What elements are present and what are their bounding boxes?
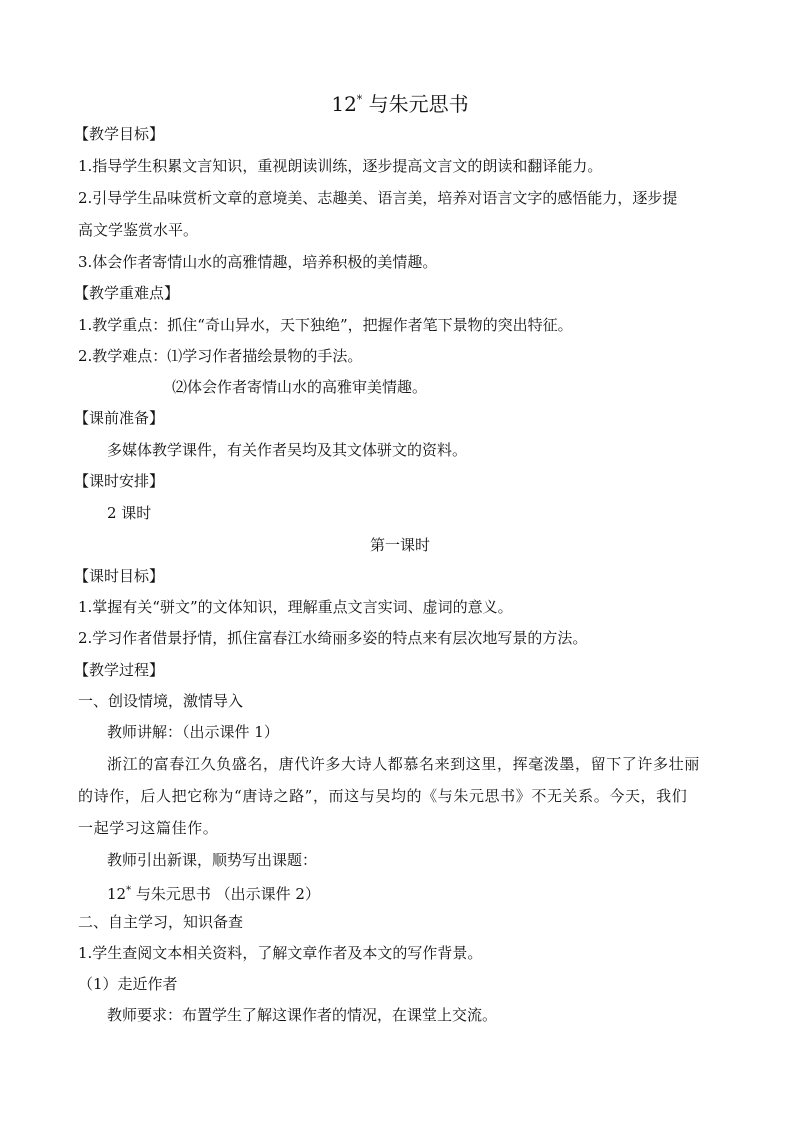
title-number: 12 [331,92,357,116]
lesson-goals-heading: 【课时目标】 [74,567,165,585]
key-point-2: 2.教学难点：⑴学习作者描绘景物的手法。 [78,347,363,365]
process-heading: 【教学过程】 [74,661,165,679]
page-title [0,87,800,117]
step-2-heading: 二、自主学习，知识备查 [78,913,244,931]
key-points-heading: 【教学重难点】 [74,284,180,302]
lesson-topic [107,881,320,904]
schedule-heading: 【课时安排】 [74,472,165,490]
intro-paragraph-line-2: 的诗作，后人把它称为“唐诗之路”，而这与吴均的《与朱元思书》不无关系。今天，我们 [78,787,688,805]
key-point-2b: ⑵体会作者寄情山水的高雅审美情趣。 [172,378,428,396]
teacher-lead: 教师引出新课，顺势写出课题： [107,851,318,869]
study-item-1: 1.学生查阅文本相关资料，了解文章作者及本文的写作背景。 [78,944,483,962]
lesson-goal-2: 2.学习作者借景抒情，抓住富春江水绮丽多姿的特点来有层次地写景的方法。 [78,629,588,647]
lesson-topic-text: 与朱元思书 （出示课件 2） [135,885,320,903]
goal-item-2-line-1: 2.引导学生品味赏析文章的意境美、志趣美、语言美，培养对语言文字的感悟能力，逐步提 [78,189,678,207]
lesson-topic-number: 12 [107,885,127,903]
title-text: 与朱元思书 [368,92,469,116]
lesson-title: 第一课时 [369,536,430,554]
teacher-requirement: 教师要求：布置学生了解这课作者的情况，在课堂上交流。 [107,1006,498,1024]
goal-item-3: 3.体会作者寄情山水的高雅情趣，培养积极的美情趣。 [78,253,438,271]
lesson-goal-1: 1.掌握有关“骈文”的文体知识，理解重点文言实词、虚词的意义。 [78,598,513,616]
step-1-heading: 一、创设情境，激情导入 [78,692,244,710]
schedule-text: 2 课时 [107,504,152,522]
key-point-1: 1.教学重点：抓住“奇山异水，天下独绝”，把握作者笔下景物的突出特征。 [78,316,573,334]
prep-heading: 【课前准备】 [74,409,165,427]
title-mark: * [356,93,363,106]
goals-heading: 【教学目标】 [74,125,165,143]
prep-text: 多媒体教学课件，有关作者吴均及其文体骈文的资料。 [107,441,468,459]
lesson-topic-mark: * [126,885,132,896]
intro-paragraph-line-3: 一起学习这篇佳作。 [78,819,219,837]
study-item-1-sub: （1）走近作者 [78,975,178,993]
goal-item-1: 1.指导学生积累文言知识，重视朗读训练，逐步提高文言文的朗读和翻译能力。 [78,157,603,175]
intro-paragraph-line-1: 浙江的富春江久负盛名，唐代许多大诗人都慕名来到这里，挥毫泼墨，留下了许多壮丽 [107,755,700,773]
goal-item-2-line-2: 高文学鉴赏水平。 [78,221,199,239]
teacher-intro: 教师讲解：（出示课件 1） [107,723,279,741]
